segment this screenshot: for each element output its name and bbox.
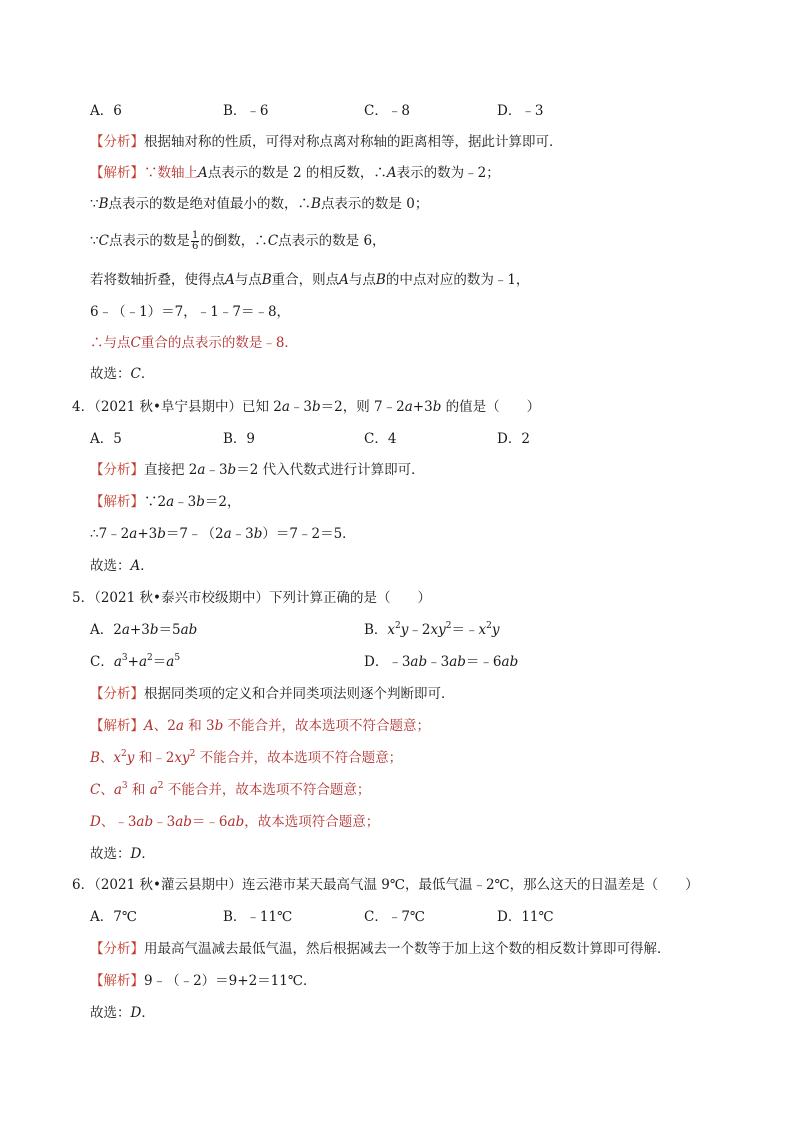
q4-solution-line-1: 【解析】∵2a﹣3b＝2， [90, 494, 241, 510]
analysis-tag: 【分析】 [90, 134, 144, 150]
q4-option-c: C．4 [364, 431, 397, 447]
q3-solution-line-6: ∴与点C重合的点表示的数是﹣8． [90, 335, 298, 351]
q5-solution-line-3: C、$a^3$ 和 $a^2$ 不能合并，故本选项不符合题意； [90, 781, 371, 798]
analysis-tag: 【分析】 [90, 462, 144, 478]
q6-answer: 故选：D． [90, 1005, 155, 1021]
q4-solution-line-2: ∴7﹣2a+3b＝7﹣（2a﹣3b）＝7﹣2＝5． [90, 526, 356, 542]
q5-option-b: B．$x^2y﹣2xy^2=﹣x^2y$ [364, 621, 500, 638]
q5-option-a: A．2a+3b＝5ab [90, 622, 198, 638]
q4-answer: 故选：A． [90, 558, 154, 574]
q3-analysis: 【分析】根据轴对称的性质，可得对称点离对称轴的距离相等，据此计算即可． [90, 134, 563, 150]
q6-solution: 【解析】9﹣（﹣2）＝9+2＝11℃． [90, 973, 317, 989]
q4-option-d: D．2 [497, 431, 530, 447]
q3-option-a: A．6 [90, 103, 122, 119]
q4-option-b: B．9 [223, 431, 256, 447]
q5-answer: 故选：D． [90, 846, 155, 862]
analysis-tag: 【分析】 [90, 941, 144, 957]
q5-solution-line-1: 【解析】A、2a 和 3b 不能合并，故本选项不符合题意； [90, 718, 431, 734]
q6-option-b: B．﹣11℃ [223, 909, 293, 925]
fraction-one-sixth: $\frac{1}{6}$ [191, 230, 199, 252]
q4-stem: 4．（2021 秋•阜宁县期中）已知 2a﹣3b＝2，则 7﹣2a+3b 的值是（ ） [72, 399, 541, 415]
q6-analysis: 【分析】用最高气温减去最低气温，然后根据减去一个数等于加上这个数的相反数计算即可得解． [90, 941, 671, 957]
q3-option-b: B．﹣6 [223, 103, 269, 119]
q3-solution-line-3: ∵C点表示的数是 $\frac{1}{6}$ 的倒数，∴C点表示的数是 6， [90, 230, 386, 252]
q6-option-a: A．7℃ [90, 909, 137, 925]
q6-option-c: C．﹣7℃ [364, 909, 426, 925]
solution-tag: 【解析】 [90, 165, 144, 181]
q6-stem: 6．（2021 秋•灌云县期中）连云港市某天最高气温 9℃，最低气温﹣2℃，那么这天的日温差是（ ） [72, 877, 699, 893]
q5-option-c: C．$a^3+a^2=a^5$ [90, 653, 181, 670]
q3-solution-line-4: 若将数轴折叠，使得点A与点B重合，则点A与点B的中点对应的数为﹣1， [90, 272, 530, 288]
solution-tag: 【解析】 [90, 494, 144, 510]
q5-solution-line-4: D、﹣3ab﹣3ab＝﹣6ab，故本选项符合题意； [90, 814, 380, 830]
q3-answer: 故选：C． [90, 366, 155, 382]
q4-option-a: A．5 [90, 431, 122, 447]
q3-option-c: C．﹣8 [364, 103, 410, 119]
analysis-tag: 【分析】 [90, 686, 144, 702]
solution-tag: 【解析】 [90, 718, 144, 734]
q5-analysis: 【分析】根据同类项的定义和合并同类项法则逐个判断即可． [90, 686, 455, 702]
q5-solution-line-2: B、$x^2y$ 和$﹣2xy^2$ 不能合并，故本选项不符合题意； [90, 749, 403, 766]
q3-solution-line-1: 【解析】∵数轴上A点表示的数是 2 的相反数，∴A表示的数为﹣2； [90, 165, 500, 181]
q4-analysis: 【分析】直接把 2a﹣3b＝2 代入代数式进行计算即可． [90, 462, 425, 478]
q5-stem: 5．（2021 秋•泰兴市校级期中）下列计算正确的是（ ） [72, 590, 431, 606]
q3-solution-line-2: ∵B点表示的数是绝对值最小的数，∴B点表示的数是 0； [90, 196, 429, 212]
q6-option-d: D．11℃ [497, 909, 554, 925]
q3-option-d: D．﹣3 [497, 103, 544, 119]
q3-solution-line-5: 6﹣（﹣1）＝7，﹣1﹣7＝﹣8， [90, 304, 291, 320]
solution-tag: 【解析】 [90, 973, 144, 989]
q5-option-d: D．﹣3ab﹣3ab＝﹣6ab [364, 654, 519, 670]
